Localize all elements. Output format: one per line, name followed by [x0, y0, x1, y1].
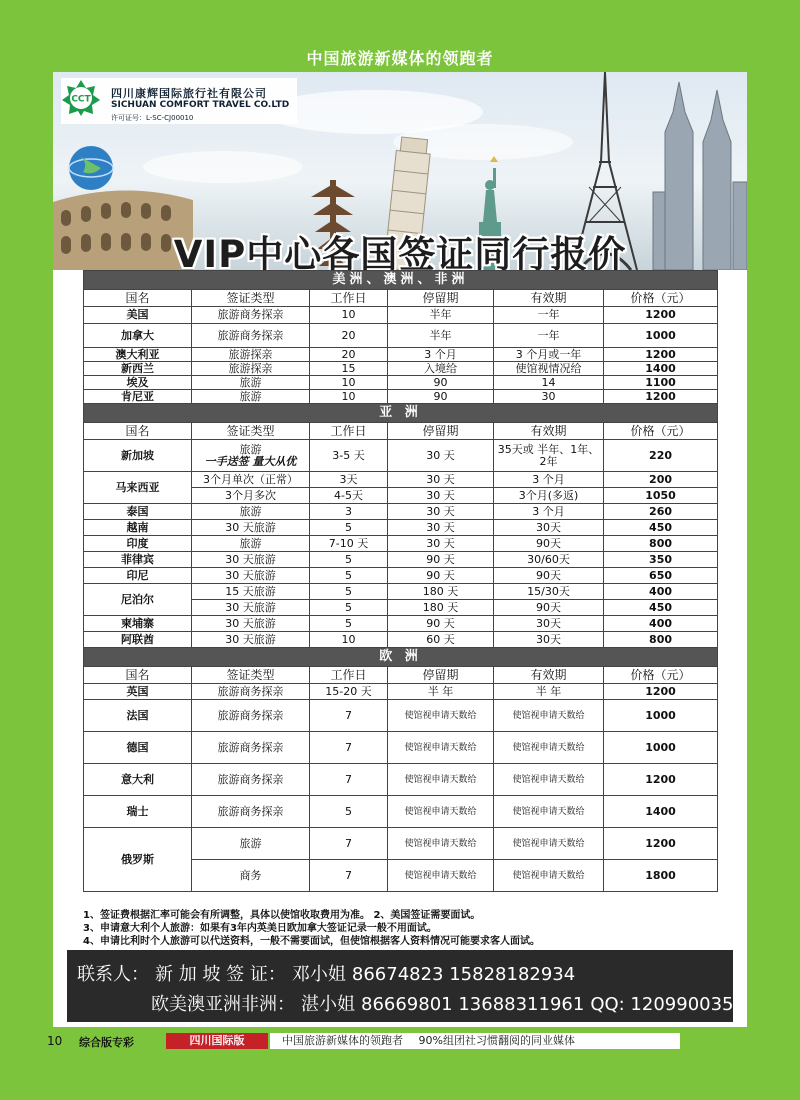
visa-type-cell — [192, 616, 310, 632]
visa-type-cell — [192, 552, 310, 568]
page-title: VIP中心各国签证同行报价 — [173, 233, 627, 270]
column-header: 价格（元） — [604, 667, 718, 684]
visa-type-text: 3个月多次 — [225, 488, 276, 502]
validity-cell: 30/60天 — [494, 552, 604, 568]
column-header: 签证类型 — [192, 423, 310, 440]
price-cell: 1000 — [604, 700, 718, 732]
workdays-cell: 3-5 天 — [310, 440, 388, 472]
country-cell: 菲律宾 — [84, 552, 192, 568]
price-cell: 1800 — [604, 860, 718, 892]
table-row — [84, 632, 718, 648]
workdays-cell: 7 — [310, 764, 388, 796]
visa-type-text: 旅游商务探亲 — [217, 804, 284, 818]
stay-cell: 使馆视申请天数给 — [388, 796, 494, 828]
note-line: 1、签证费根据汇率可能会有所调整，具体以使馆收取费用为准。 2、美国签证需要面试。 — [83, 910, 481, 921]
column-header: 工作日 — [310, 290, 388, 307]
price-cell: 350 — [604, 552, 718, 568]
country-cell: 肯尼亚 — [84, 390, 192, 404]
stay-cell: 60 天 — [388, 632, 494, 648]
workdays-cell: 7 — [310, 828, 388, 860]
column-header: 价格（元） — [604, 423, 718, 440]
contact-name: 邓小姐 — [291, 964, 346, 985]
contact-bar — [67, 950, 733, 1022]
visa-type-cell — [192, 700, 310, 732]
country-cell: 阿联酋 — [84, 632, 192, 648]
workdays-cell: 5 — [310, 520, 388, 536]
footer-slogan — [270, 1033, 680, 1049]
contact-dept: 新 加 坡 签 证： — [155, 964, 286, 985]
column-header: 停留期 — [388, 667, 494, 684]
validity-cell: 3 个月 — [494, 504, 604, 520]
country-cell: 越南 — [84, 520, 192, 536]
validity-cell: 3 个月或一年 — [494, 348, 604, 362]
price-cell: 1100 — [604, 376, 718, 390]
footer-slogan-2: 90%组团社习惯翻阅的同业媒体 — [418, 1034, 575, 1047]
workdays-cell: 5 — [310, 568, 388, 584]
workdays-cell: 10 — [310, 390, 388, 404]
page-footer — [0, 1032, 800, 1050]
section-title: 美洲、澳洲、非洲 — [84, 271, 718, 290]
visa-price-page — [53, 72, 747, 1027]
visa-type-cell — [192, 362, 310, 376]
visa-type-text: 旅游 — [239, 504, 262, 518]
validity-cell: 90天 — [494, 600, 604, 616]
validity-cell: 使馆视申请天数给 — [494, 860, 604, 892]
price-cell: 400 — [604, 584, 718, 600]
stay-cell: 30 天 — [388, 472, 494, 488]
column-header: 国名 — [84, 423, 192, 440]
stay-cell: 半年 — [388, 324, 494, 348]
table-row — [84, 348, 718, 362]
visa-type-text: 旅游 — [239, 375, 262, 389]
table-row — [84, 362, 718, 376]
stay-cell: 30 天 — [388, 488, 494, 504]
country-cell: 马来西亚 — [84, 472, 192, 504]
stay-cell: 30 天 — [388, 536, 494, 552]
visa-type-text: 30 天旅游 — [225, 632, 276, 646]
section-header — [84, 271, 718, 290]
license-number: 许可证号：L-SC-CJ00010 — [111, 114, 194, 122]
validity-cell: 3个月(多返) — [494, 488, 604, 504]
validity-cell: 使馆视申请天数给 — [494, 700, 604, 732]
promo-note: 一手送签 量大从优 — [204, 454, 297, 468]
country-cell: 瑞士 — [84, 796, 192, 828]
price-cell: 1000 — [604, 324, 718, 348]
table-row — [84, 324, 718, 348]
visa-type-text: 30 天旅游 — [225, 520, 276, 534]
contact-label: 联系人： — [77, 964, 149, 985]
visa-type-text: 旅游 — [239, 389, 262, 403]
workdays-cell: 4-5天 — [310, 488, 388, 504]
contact-line-1 — [77, 960, 581, 986]
visa-type-text: 15 天旅游 — [225, 584, 276, 598]
contact-dept: 欧美澳亚洲非洲： — [151, 994, 295, 1015]
visa-type-cell — [192, 860, 310, 892]
table-row — [84, 764, 718, 796]
column-header: 签证类型 — [192, 667, 310, 684]
price-cell: 1200 — [604, 764, 718, 796]
country-cell: 泰国 — [84, 504, 192, 520]
section-header — [84, 404, 718, 423]
visa-type-cell — [192, 828, 310, 860]
workdays-cell: 20 — [310, 348, 388, 362]
visa-type-cell — [192, 796, 310, 828]
section-title: 亚 洲 — [84, 404, 718, 423]
validity-cell: 14 — [494, 376, 604, 390]
stay-cell: 180 天 — [388, 600, 494, 616]
company-logo-block — [61, 78, 297, 124]
country-cell: 印尼 — [84, 568, 192, 584]
workdays-cell: 15 — [310, 362, 388, 376]
validity-cell: 90天 — [494, 536, 604, 552]
column-header-row — [84, 667, 718, 684]
cct-logo-icon — [61, 78, 101, 116]
price-cell: 1050 — [604, 488, 718, 504]
visa-type-cell — [192, 684, 310, 700]
visa-type-cell — [192, 732, 310, 764]
visa-type-text: 旅游商务探亲 — [217, 308, 284, 321]
workdays-cell: 5 — [310, 552, 388, 568]
validity-cell: 15/30天 — [494, 584, 604, 600]
validity-cell: 30天 — [494, 616, 604, 632]
stay-cell: 90 天 — [388, 616, 494, 632]
contact-line-2 — [151, 990, 740, 1016]
note-line: 3、申请意大利个人旅游：如果有3年内英美日欧加拿大签证记录一般不用面试。 — [83, 923, 437, 934]
country-cell: 新加坡 — [84, 440, 192, 472]
visa-type-cell — [192, 536, 310, 552]
stay-cell: 30 天 — [388, 440, 494, 472]
section-header — [84, 648, 718, 667]
stay-cell: 使馆视申请天数给 — [388, 764, 494, 796]
workdays-cell: 5 — [310, 616, 388, 632]
contact-phone: 86674823 15828182934 — [351, 964, 576, 985]
visa-type-cell — [192, 632, 310, 648]
stay-cell: 半 年 — [388, 684, 494, 700]
column-header-row — [84, 290, 718, 307]
validity-cell: 半 年 — [494, 684, 604, 700]
table-row — [84, 616, 718, 632]
workdays-cell: 7 — [310, 700, 388, 732]
country-cell: 尼泊尔 — [84, 584, 192, 616]
validity-cell: 90天 — [494, 568, 604, 584]
price-cell: 1200 — [604, 348, 718, 362]
price-cell: 260 — [604, 504, 718, 520]
stay-cell: 180 天 — [388, 584, 494, 600]
column-header: 有效期 — [494, 290, 604, 307]
validity-cell: 使馆视申请天数给 — [494, 828, 604, 860]
visa-type-text: 30 天旅游 — [225, 600, 276, 614]
visa-type-cell — [192, 472, 310, 488]
country-cell: 美国 — [84, 307, 192, 324]
price-cell: 450 — [604, 520, 718, 536]
column-header: 价格（元） — [604, 290, 718, 307]
visa-type-text: 旅游商务探亲 — [217, 328, 284, 342]
workdays-cell: 10 — [310, 376, 388, 390]
country-cell: 法国 — [84, 700, 192, 732]
visa-type-text: 旅游商务探亲 — [217, 708, 284, 722]
column-header: 工作日 — [310, 667, 388, 684]
price-cell: 800 — [604, 536, 718, 552]
price-cell: 1200 — [604, 828, 718, 860]
column-header: 国名 — [84, 667, 192, 684]
validity-cell: 30 — [494, 390, 604, 404]
contact-qq: QQ: 120990035 — [590, 994, 734, 1015]
company-name-en: SICHUAN COMFORT TRAVEL CO.LTD — [111, 100, 290, 110]
price-cell: 220 — [604, 440, 718, 472]
country-cell: 德国 — [84, 732, 192, 764]
page-number: 10 — [47, 1034, 63, 1048]
visa-type-cell — [192, 440, 310, 472]
footer-slogan-1: 中国旅游新媒体的领跑者 — [282, 1034, 403, 1047]
visa-type-text: 旅游商务探亲 — [217, 740, 284, 754]
publication-badge: 四川国际版 — [166, 1033, 268, 1049]
validity-cell: 使馆视申请天数给 — [494, 732, 604, 764]
stay-cell: 使馆视申请天数给 — [388, 860, 494, 892]
workdays-cell: 10 — [310, 307, 388, 324]
section-title: 欧 洲 — [84, 648, 718, 667]
table-row — [84, 504, 718, 520]
country-cell: 柬埔寨 — [84, 616, 192, 632]
workdays-cell: 3 — [310, 504, 388, 520]
validity-cell: 一年 — [494, 307, 604, 324]
country-cell: 英国 — [84, 684, 192, 700]
table-row — [84, 376, 718, 390]
workdays-cell: 7 — [310, 732, 388, 764]
visa-type-text: 旅游 — [239, 836, 262, 850]
visa-type-text: 旅游 — [239, 536, 262, 550]
stay-cell: 3 个月 — [388, 348, 494, 362]
workdays-cell: 7 — [310, 860, 388, 892]
country-cell: 印度 — [84, 536, 192, 552]
visa-type-cell — [192, 568, 310, 584]
hero-banner — [53, 72, 747, 270]
price-cell: 450 — [604, 600, 718, 616]
workdays-cell: 5 — [310, 796, 388, 828]
notes — [83, 909, 733, 948]
workdays-cell: 5 — [310, 584, 388, 600]
column-header-row — [84, 423, 718, 440]
table-row — [84, 828, 718, 860]
table-row — [84, 307, 718, 324]
validity-cell: 30天 — [494, 632, 604, 648]
stay-cell: 30 天 — [388, 504, 494, 520]
table-row — [84, 584, 718, 600]
price-cell: 1400 — [604, 796, 718, 828]
visa-type-text: 3个月单次（正常） — [203, 472, 298, 486]
visa-type-text: 30 天旅游 — [225, 568, 276, 582]
validity-cell: 使馆视申请天数给 — [494, 796, 604, 828]
validity-cell: 30天 — [494, 520, 604, 536]
workdays-cell: 3天 — [310, 472, 388, 488]
table-row — [84, 440, 718, 472]
workdays-cell: 10 — [310, 632, 388, 648]
visa-type-cell — [192, 488, 310, 504]
stay-cell: 90 天 — [388, 552, 494, 568]
table-row — [84, 520, 718, 536]
stay-cell: 30 天 — [388, 520, 494, 536]
visa-type-cell — [192, 348, 310, 362]
visa-type-text: 30 天旅游 — [225, 552, 276, 566]
visa-type-text: 30 天旅游 — [225, 616, 276, 630]
table-row — [84, 390, 718, 404]
column-header: 有效期 — [494, 667, 604, 684]
price-cell: 800 — [604, 632, 718, 648]
column-header: 停留期 — [388, 290, 494, 307]
stay-cell: 入境给 — [388, 362, 494, 376]
workdays-cell: 20 — [310, 324, 388, 348]
price-cell: 400 — [604, 616, 718, 632]
company-name-cn: 四川康辉国际旅行社有限公司 — [111, 87, 267, 100]
validity-cell: 35天或 半年、1年、2年 — [494, 440, 604, 472]
stay-cell: 90 — [388, 390, 494, 404]
visa-type-text: 旅游探亲 — [228, 361, 273, 375]
visa-type-cell — [192, 764, 310, 796]
stay-cell: 半年 — [388, 307, 494, 324]
visa-type-cell — [192, 324, 310, 348]
contact-name: 湛小姐 — [301, 994, 355, 1015]
price-cell: 650 — [604, 568, 718, 584]
validity-cell: 3 个月 — [494, 472, 604, 488]
price-cell: 1200 — [604, 307, 718, 324]
table-row — [84, 552, 718, 568]
country-cell: 俄罗斯 — [84, 828, 192, 892]
stay-cell: 使馆视申请天数给 — [388, 828, 494, 860]
top-slogan: 中国旅游新媒体的领跑者 — [306, 49, 494, 68]
visa-type-text: 商务 — [239, 868, 262, 882]
visa-type-cell — [192, 520, 310, 536]
table-row — [84, 684, 718, 700]
visa-type-cell — [192, 376, 310, 390]
table-row — [84, 732, 718, 764]
visa-type-text: 旅游商务探亲 — [217, 772, 284, 786]
workdays-cell: 15-20 天 — [310, 684, 388, 700]
country-cell: 加拿大 — [84, 324, 192, 348]
footer-section: 综合版专彩 — [79, 1036, 134, 1049]
table-row — [84, 472, 718, 488]
visa-type-cell — [192, 600, 310, 616]
contact-phone: 86669801 13688311961 — [361, 994, 585, 1015]
visa-price-table — [83, 270, 718, 892]
visa-type-text: 旅游探亲 — [228, 347, 273, 361]
country-cell: 新西兰 — [84, 362, 192, 376]
stay-cell: 使馆视申请天数给 — [388, 732, 494, 764]
visa-type-cell — [192, 584, 310, 600]
price-tables — [83, 270, 717, 892]
visa-type-text: 旅游商务探亲 — [217, 684, 284, 698]
price-cell: 1000 — [604, 732, 718, 764]
workdays-cell: 7-10 天 — [310, 536, 388, 552]
stay-cell: 使馆视申请天数给 — [388, 700, 494, 732]
validity-cell: 使馆视情况给 — [494, 362, 604, 376]
price-cell: 200 — [604, 472, 718, 488]
price-cell: 1200 — [604, 390, 718, 404]
stay-cell: 90 — [388, 376, 494, 390]
country-cell: 澳大利亚 — [84, 348, 192, 362]
table-row — [84, 536, 718, 552]
visa-type-text: 旅游 — [239, 442, 262, 456]
price-cell: 1400 — [604, 362, 718, 376]
country-cell: 埃及 — [84, 376, 192, 390]
validity-cell: 使馆视申请天数给 — [494, 764, 604, 796]
workdays-cell: 5 — [310, 600, 388, 616]
table-row — [84, 700, 718, 732]
column-header: 工作日 — [310, 423, 388, 440]
table-row — [84, 568, 718, 584]
price-cell: 1200 — [604, 684, 718, 700]
column-header: 签证类型 — [192, 290, 310, 307]
visa-type-cell — [192, 504, 310, 520]
stay-cell: 90 天 — [388, 568, 494, 584]
note-line: 4、申请比利时个人旅游可以代送资料，一般不需要面试，但使馆根据客人资料情况可能要求客人面试。 — [83, 936, 540, 947]
visa-type-cell — [192, 307, 310, 324]
column-header: 国名 — [84, 290, 192, 307]
visa-type-cell — [192, 390, 310, 404]
country-cell: 意大利 — [84, 764, 192, 796]
logo-text: CCT — [71, 94, 91, 105]
table-row — [84, 796, 718, 828]
column-header: 有效期 — [494, 423, 604, 440]
column-header: 停留期 — [388, 423, 494, 440]
validity-cell: 一年 — [494, 324, 604, 348]
